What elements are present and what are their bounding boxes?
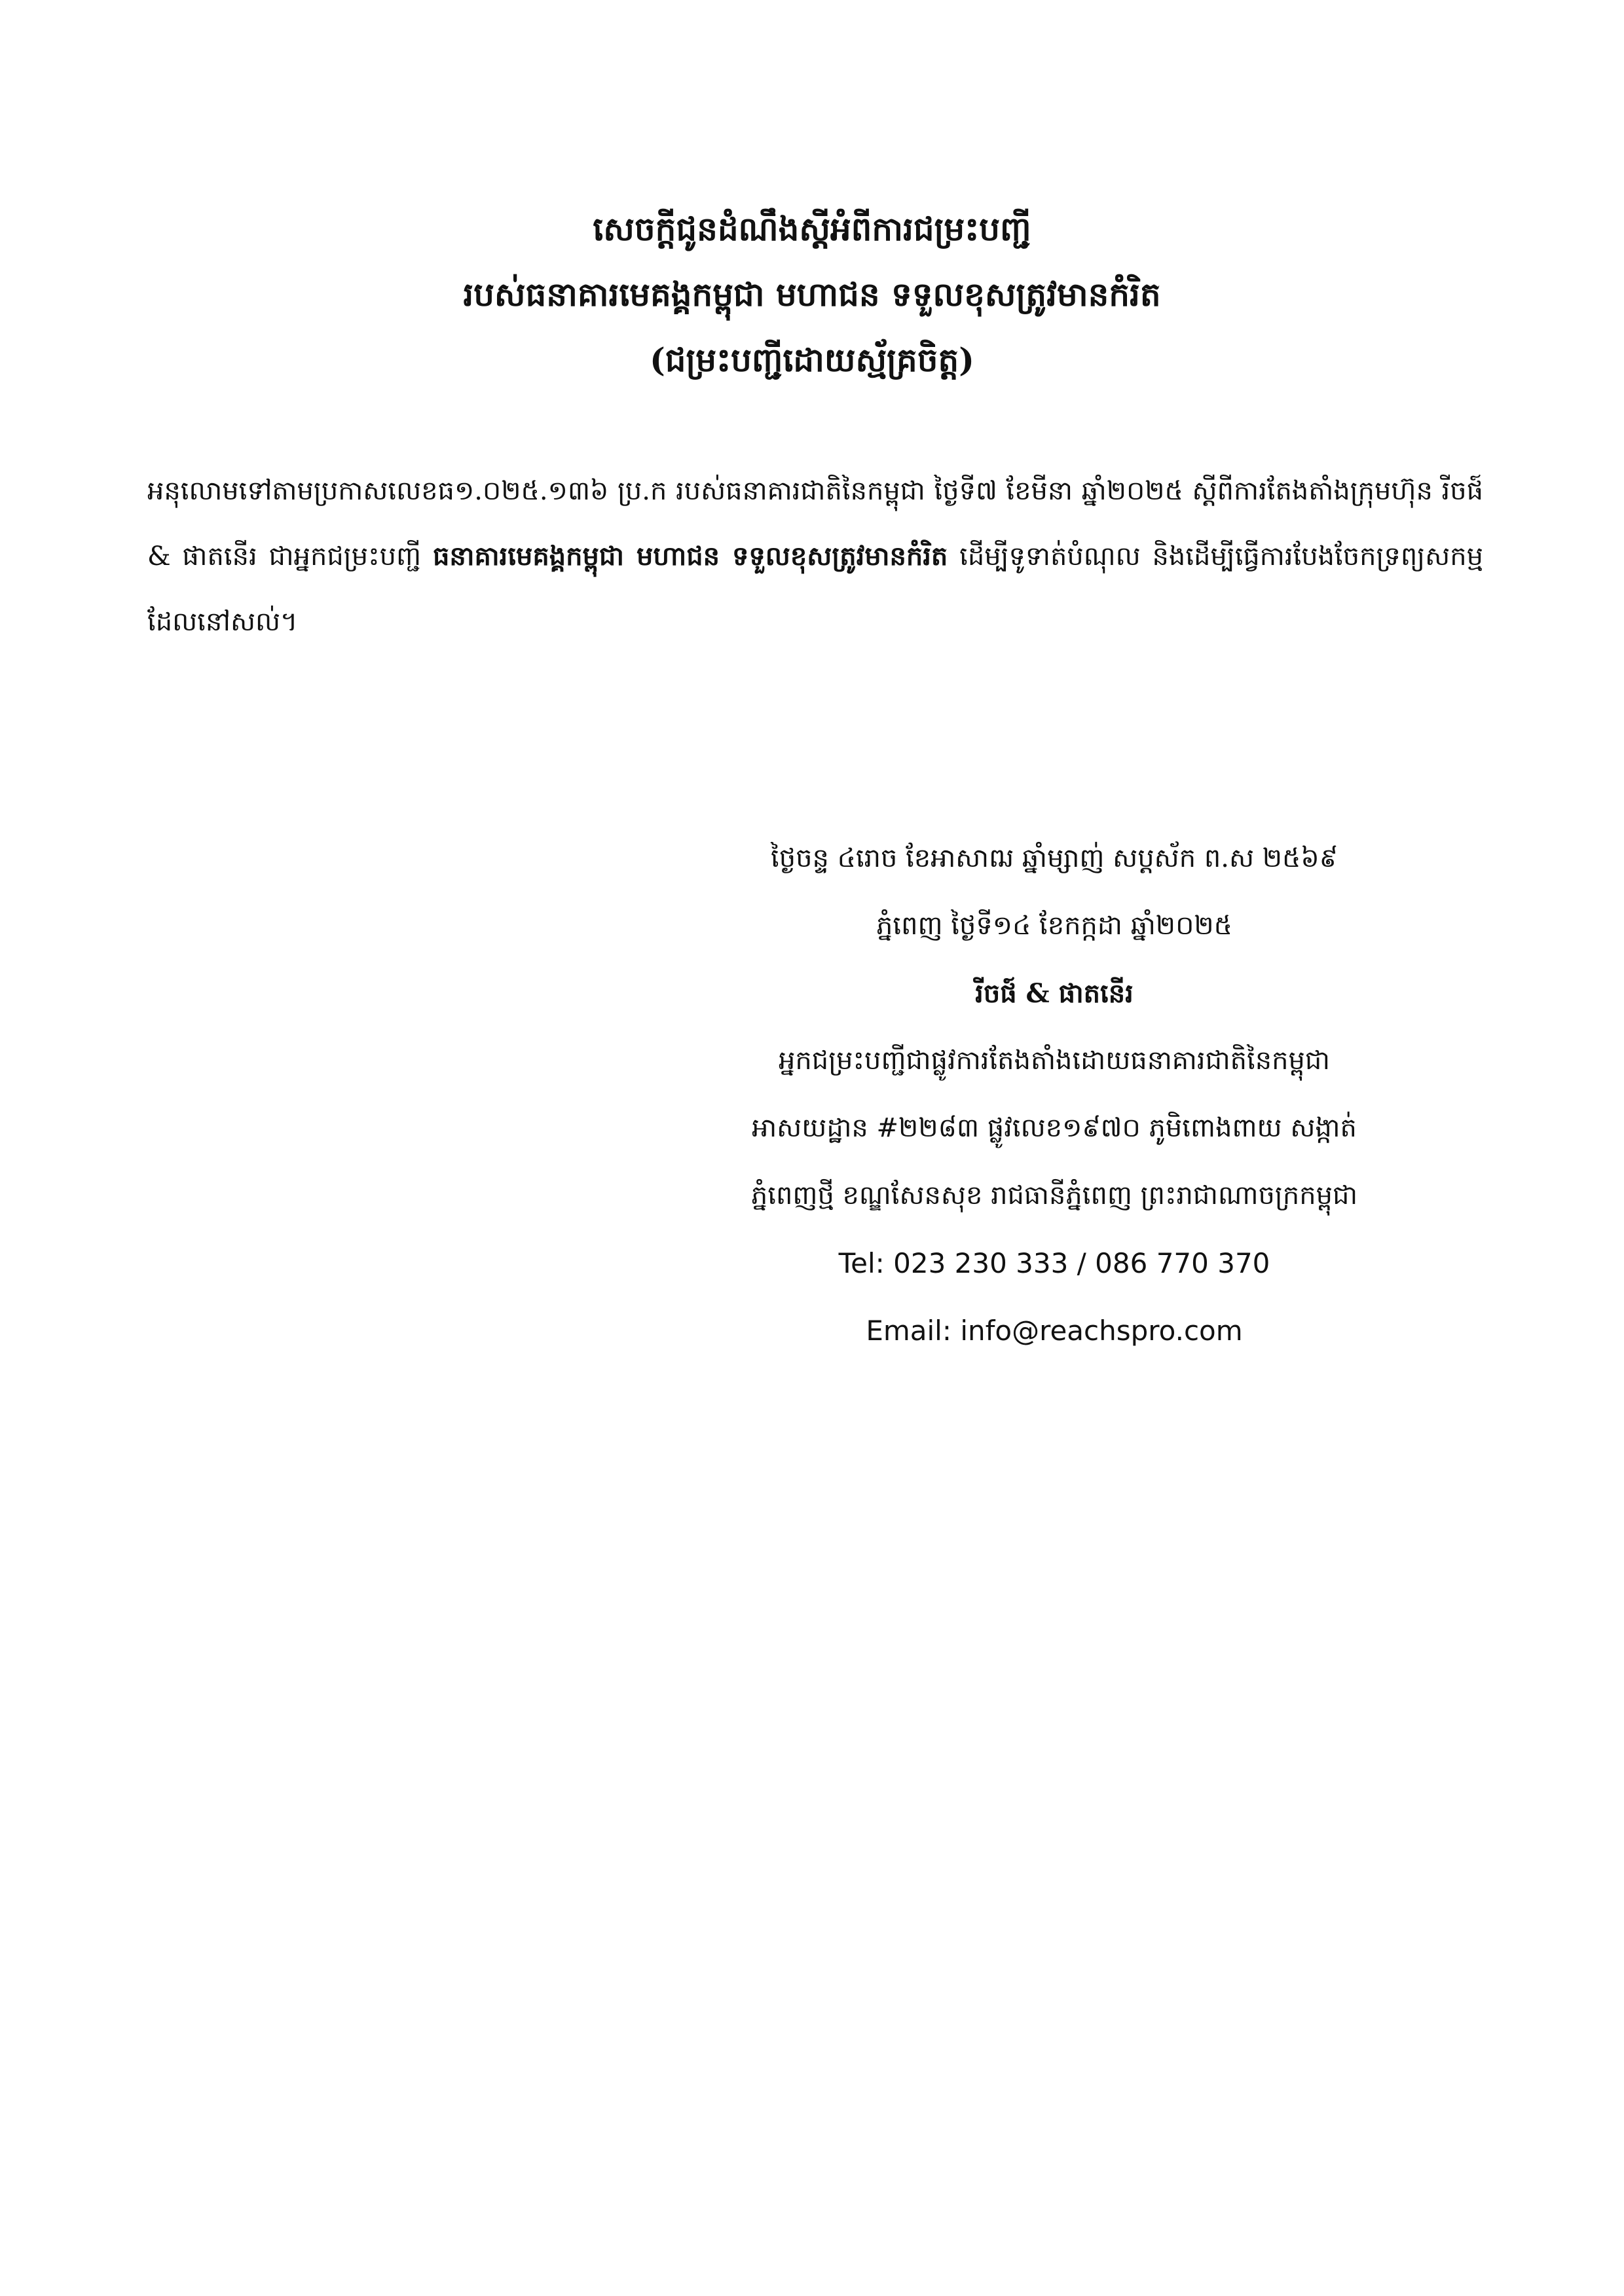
email: Email: info@reachspro.com xyxy=(866,1315,1243,1347)
body-text-part-2: ដើម្បីទូទាត់បំណុល និងដើម្បីធ្វើការបែងចែកទ្រព្យសកម្មដែលនៅសល់។ xyxy=(147,541,1484,637)
solar-date: ភ្នំពេញ ថ្ងៃទី១៤ ខែកក្កដា ឆ្នាំ២០២៥ xyxy=(876,911,1232,941)
bank-name: ធនាគារមេគង្គកម្ពុជា មហាជន ទទួលខុសត្រូវមានកំរិត xyxy=(432,541,948,572)
lunar-date: ថ្ងៃចន្ទ ៤រោច ខែអាសាឍ ឆ្នាំម្សាញ់ សប្តស័ក ព.ស ២៥៦៩ xyxy=(771,843,1338,873)
address-line-2: ភ្នំពេញថ្មី ខណ្ឌសែនសុខ រាជធានីភ្នំពេញ ព្រះរាជាណាចក្រកម្ពុជា xyxy=(750,1180,1358,1211)
title-line-3: (ជម្រះបញ្ជីដោយស្ម័គ្រចិត្ត) xyxy=(650,340,974,379)
telephone: Tel: 023 230 333 / 086 770 370 xyxy=(838,1247,1270,1279)
notice-body-paragraph xyxy=(147,458,1483,655)
liquidator-role: អ្នកជម្រះបញ្ជីជាផ្លូវការតែងតាំងដោយធនាគារជាតិនៃកម្ពុជា xyxy=(779,1046,1330,1076)
body-text-part-1: អនុលោមទៅតាមប្រកាសលេខធ១.០២៥.១៣៦ ប្រ.ក របស់ធនាគារជាតិនៃកម្ពុជា ថ្ងៃទី៧ ខែមីនា ឆ្នាំ២០២៥ ស្តីពីការតែងតាំងក្រុមហ៊ុន រីចផ៍ & ផាតនើរ ជាអ្នកជម្រះបញ្ជី xyxy=(147,476,1483,572)
title-line-2: របស់ធនាគារមេគង្គកម្ពុជា មហាជន ទទួលខុសត្រូវមានកំរិត xyxy=(463,275,1161,314)
address-line-1: អាសយដ្ឋាន #២២៨៣ ផ្លូវលេខ១៩៧០ ភូមិពោងពាយ សង្កាត់ xyxy=(752,1113,1357,1143)
title-line-1: សេចក្តីជូនដំណឹងស្តីអំពីការជម្រះបញ្ជី xyxy=(593,210,1031,248)
company-name: រីចផ៍ & ផាតនើរ xyxy=(975,978,1134,1009)
notice-title xyxy=(0,196,1624,393)
signature-block xyxy=(720,825,1388,1364)
